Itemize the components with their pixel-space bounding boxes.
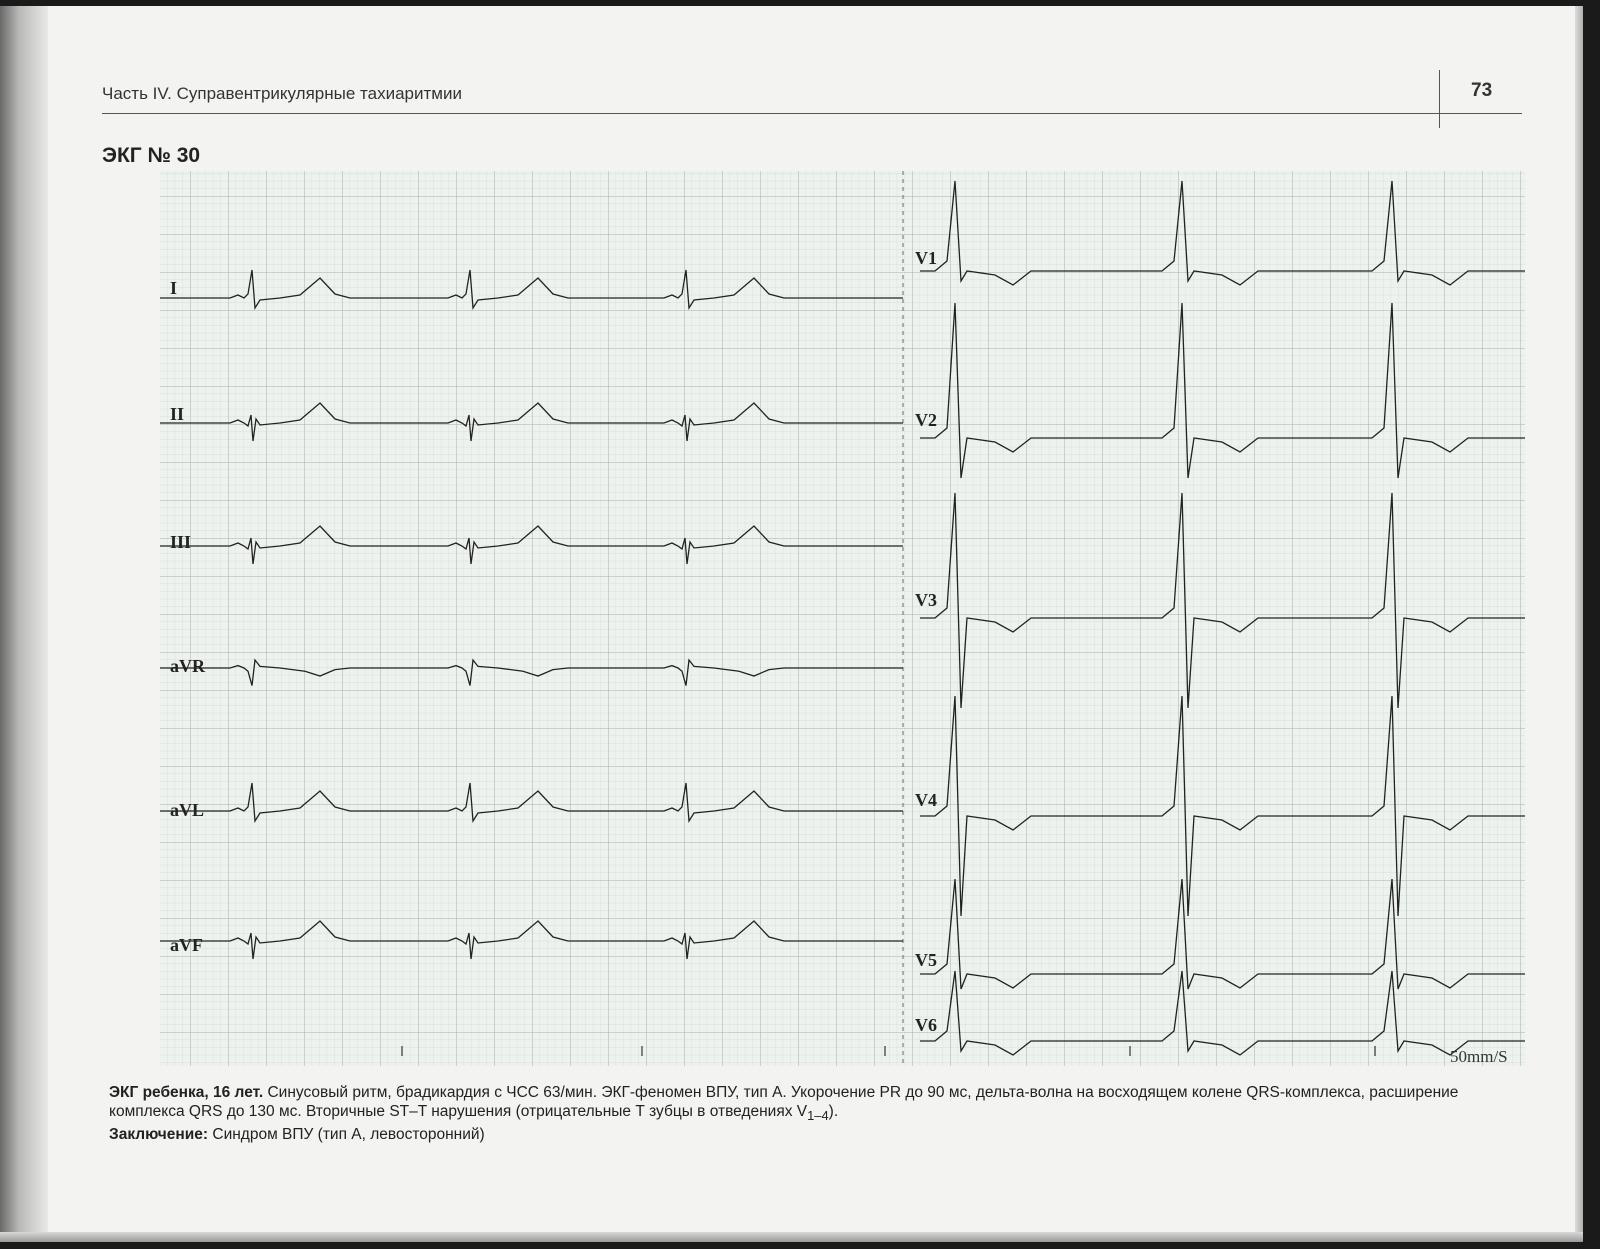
caption-text: Синусовый ритм, брадикардия с ЧСС 63/мин. ЭКГ-феномен ВПУ, тип А. Укорочение PR до 90 мс, дельта-волна на восходящем колене QRS-комплекса, расширение комплекса QRS до 130 мс. Вторичные ST–T нарушения (отрицательные Т зубцы в отведениях V <box>109 1084 1459 1120</box>
figure-caption <box>109 1083 1529 1144</box>
conclusion-text: Синдром ВПУ (тип А, левосторонний) <box>208 1126 485 1144</box>
lead-label-v6: V6 <box>915 1015 937 1035</box>
lead-label-avf: aVF <box>170 935 203 955</box>
conclusion-label: Заключение: <box>109 1126 209 1144</box>
lead-label-v3: V3 <box>915 590 937 610</box>
caption-paragraph <box>109 1083 1529 1125</box>
book-page <box>0 6 1583 1242</box>
ecg-title: ЭКГ № 30 <box>102 144 201 167</box>
ecg-strip <box>0 6 1583 1242</box>
lead-label-v1: V1 <box>915 248 937 268</box>
page-bottom-edge <box>0 1232 1583 1242</box>
running-title: Часть IV. Суправентрикулярные тахиаритмии <box>102 84 462 103</box>
lead-label-i: I <box>170 278 178 298</box>
lead-label-iii: III <box>170 532 192 552</box>
caption-subscript: 1–4 <box>807 1108 829 1124</box>
caption-conclusion <box>109 1125 1529 1144</box>
caption-lead-in: ЭКГ ребенка, 16 лет. <box>109 1084 264 1101</box>
caption-text-end: ). <box>828 1103 839 1120</box>
lead-label-v4: V4 <box>915 790 937 810</box>
lead-label-avl: aVL <box>170 800 205 820</box>
lead-label-ii: II <box>170 404 185 424</box>
page-number: 73 <box>1471 80 1493 101</box>
paper-speed-label: 50mm/S <box>1450 1047 1508 1066</box>
lead-label-avr: aVR <box>170 656 205 676</box>
lead-label-v5: V5 <box>915 950 937 970</box>
lead-label-v2: V2 <box>915 410 937 430</box>
